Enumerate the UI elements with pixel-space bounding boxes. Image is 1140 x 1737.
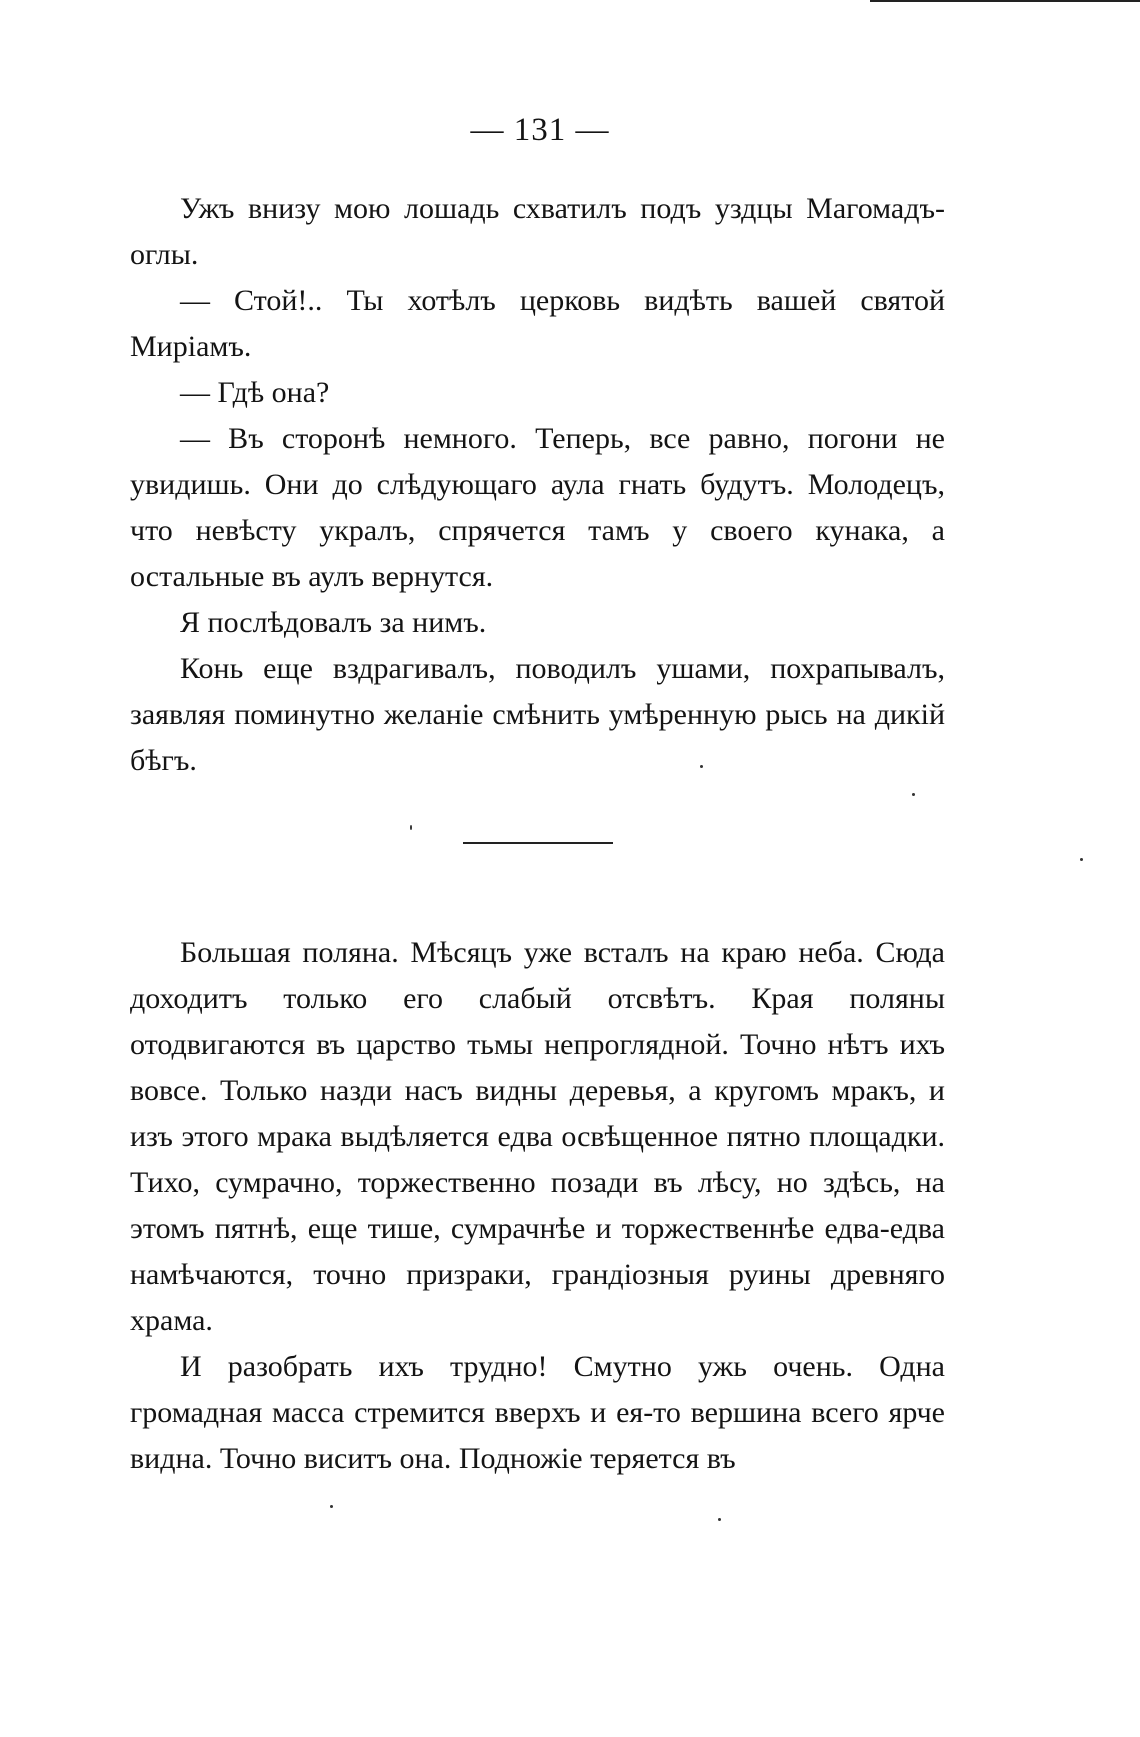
paragraph: Ужъ внизу мою лошадь схватилъ подъ уздцы Магомадъ-оглы. — [130, 192, 945, 271]
paragraph: — Стой!.. Ты хотѣлъ церковь видѣть вашей святой Миріамъ. — [130, 284, 945, 363]
page-number: — 131 — — [470, 112, 610, 148]
paragraph: И разобрать ихъ трудно! Смутно ужь очень. Одна громадная масса стремится вверхъ и ея-то вершина всего ярче видна. Точно виситъ она. Подножіе теряется въ — [130, 1350, 945, 1475]
text-section-1 — [130, 186, 945, 784]
scan-speck — [410, 825, 412, 830]
paragraph: Конь еще вздрагивалъ, поводилъ ушами, похрапывалъ, заявляя поминутно желаніе смѣнить умѣренную рысь на дикій бѣгъ. — [130, 652, 945, 777]
paragraph: — Въ сторонѣ немного. Теперь, все равно, погони не увидишь. Они до слѣдующаго аула гнать будутъ. Молодецъ, что невѣсту укралъ, спрячется тамъ у своего кунака, а остальные въ аулъ вернутся. — [130, 422, 945, 593]
scan-speck — [700, 765, 703, 768]
scan-speck — [718, 1518, 721, 1521]
scan-edge-line — [870, 0, 1140, 2]
paragraph: Большая поляна. Мѣсяцъ уже всталъ на краю неба. Сюда доходитъ только его слабый отсвѣтъ. Края поляны отодвигаются въ царство тьмы непроглядной. Точно нѣтъ ихъ вовсе. Только назди насъ видны деревья, а кругомъ мракъ, и изъ этого мрака выдѣляется едва освѣщенное пятно площадки. Тихо, сумрачно, торжественно позади въ лѣсу, но здѣсь, на этомъ пятнѣ, еще тише, сумрачнѣе и торжественнѣе едва-едва намѣчаются, точно призраки, грандіозныя руины древняго храма. — [130, 936, 945, 1337]
scan-speck — [1080, 858, 1083, 861]
text-section-2 — [130, 930, 945, 1482]
scan-speck — [912, 793, 915, 796]
paragraph: — Гдѣ она? — [180, 376, 330, 409]
paragraph: Я послѣдовалъ за нимъ. — [180, 606, 487, 639]
section-separator — [463, 842, 613, 844]
scan-speck — [330, 1505, 333, 1508]
